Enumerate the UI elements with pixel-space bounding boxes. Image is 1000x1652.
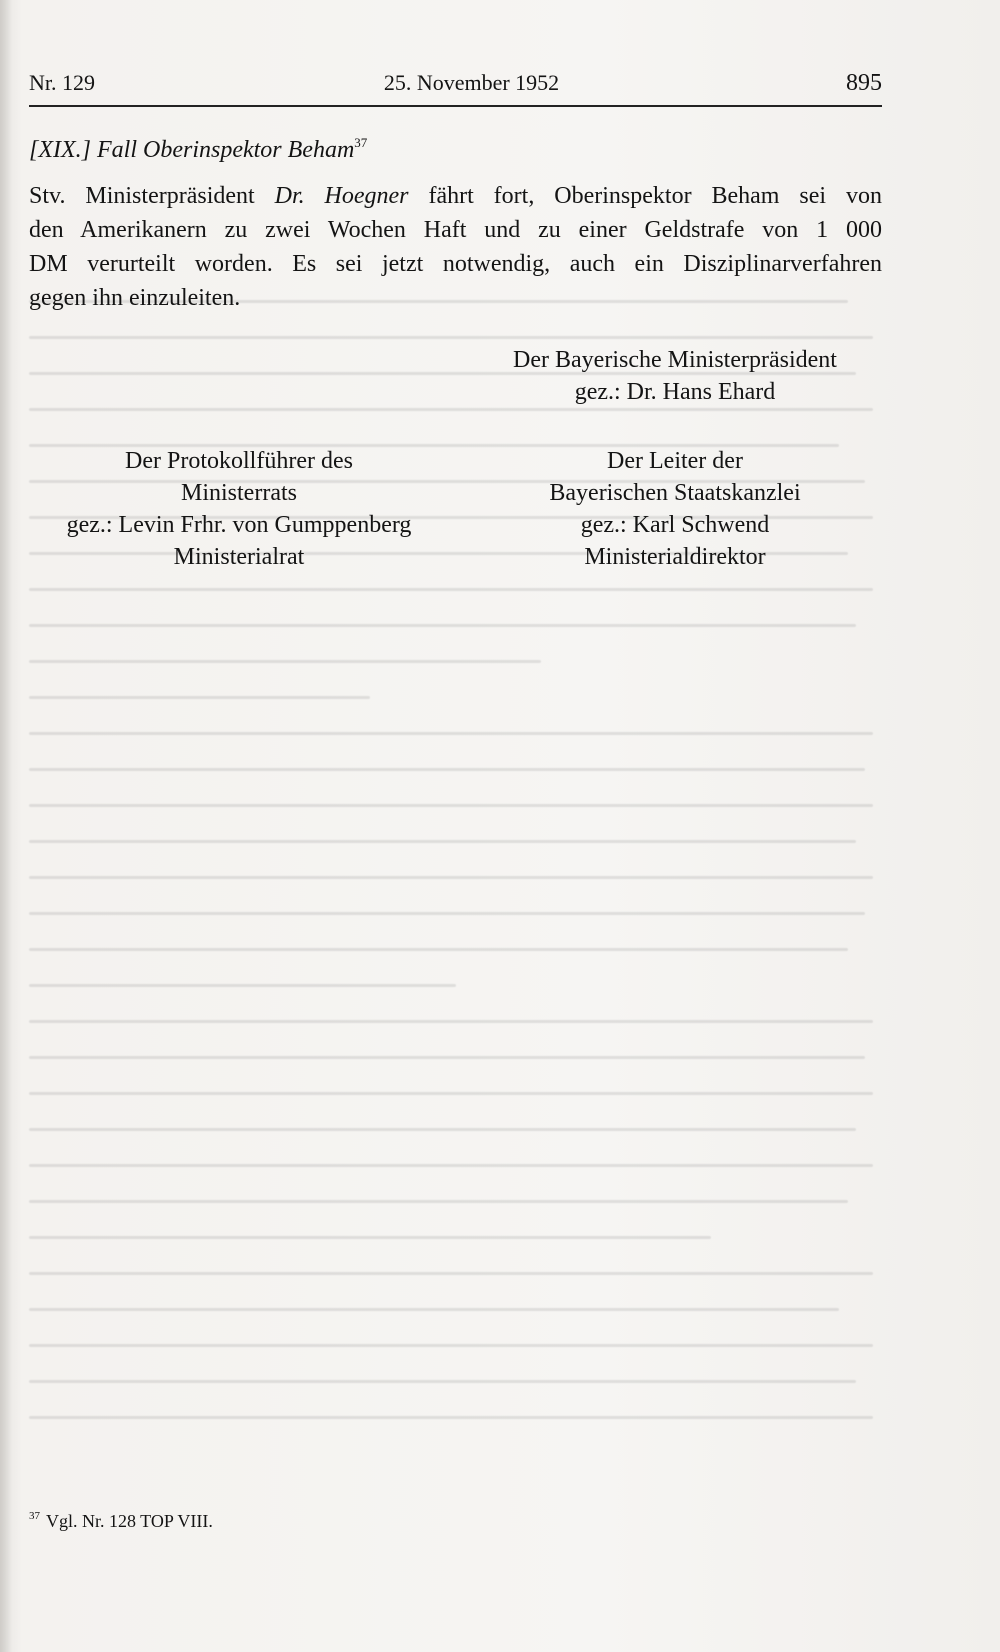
speaker-name: Dr. Hoegner — [274, 183, 409, 209]
signature-title-line2: Bayerischen Staatskanzlei — [549, 480, 801, 506]
session-date: 25. November 1952 — [383, 70, 560, 95]
section-heading — [29, 134, 367, 166]
footnote-reference: 37 — [354, 135, 368, 150]
signature-title: Der Bayerische Ministerpräsident — [513, 347, 837, 373]
main-paragraph — [29, 179, 882, 315]
line1-end: fährt fort, Oberinspektor Beham sei von — [408, 183, 882, 209]
signature-recorder — [29, 446, 449, 574]
signature-signed: gez.: Levin Frhr. von Gumppenberg — [66, 512, 412, 538]
paragraph-line-4: gegen ihn einzuleiten. — [29, 285, 241, 311]
signature-rank: Ministerialrat — [173, 544, 305, 570]
paragraph-line-3: DM verurteilt worden. Es sei jetzt notwendig, auch ein Disziplinarverfahren — [29, 251, 882, 277]
document-number: Nr. 129 — [29, 70, 95, 95]
paragraph-line-1 — [29, 179, 882, 213]
footnote-text: Vgl. Nr. 128 TOP VIII. — [46, 1511, 213, 1531]
signature-title-line1: Der Protokollführer des — [125, 448, 353, 474]
paragraph-line-2: den Amerikanern zu zwei Wochen Haft und zu einer Geldstrafe von 1 000 — [29, 217, 882, 243]
page-edge-shadow — [0, 0, 12, 1652]
signature-signed: gez.: Dr. Hans Ehard — [574, 379, 776, 405]
signature-title-line1: Der Leiter der — [607, 448, 743, 474]
signature-title-line2: Ministerrats — [181, 480, 297, 506]
line1-start: Stv. Ministerpräsident — [29, 183, 275, 209]
footnote-number: 37 — [29, 1510, 40, 1522]
footnote — [29, 1508, 213, 1534]
signature-rank: Ministerialdirektor — [584, 544, 766, 570]
signature-signed: gez.: Karl Schwend — [580, 512, 770, 538]
running-head — [29, 66, 882, 100]
signature-minister-president — [468, 345, 882, 409]
section-number: [XIX.] — [29, 137, 91, 163]
signature-chancellery-head — [468, 446, 882, 574]
section-title: Fall Oberinspektor Beham — [97, 137, 355, 163]
page-number: 895 — [846, 70, 882, 96]
header-rule — [29, 105, 882, 107]
